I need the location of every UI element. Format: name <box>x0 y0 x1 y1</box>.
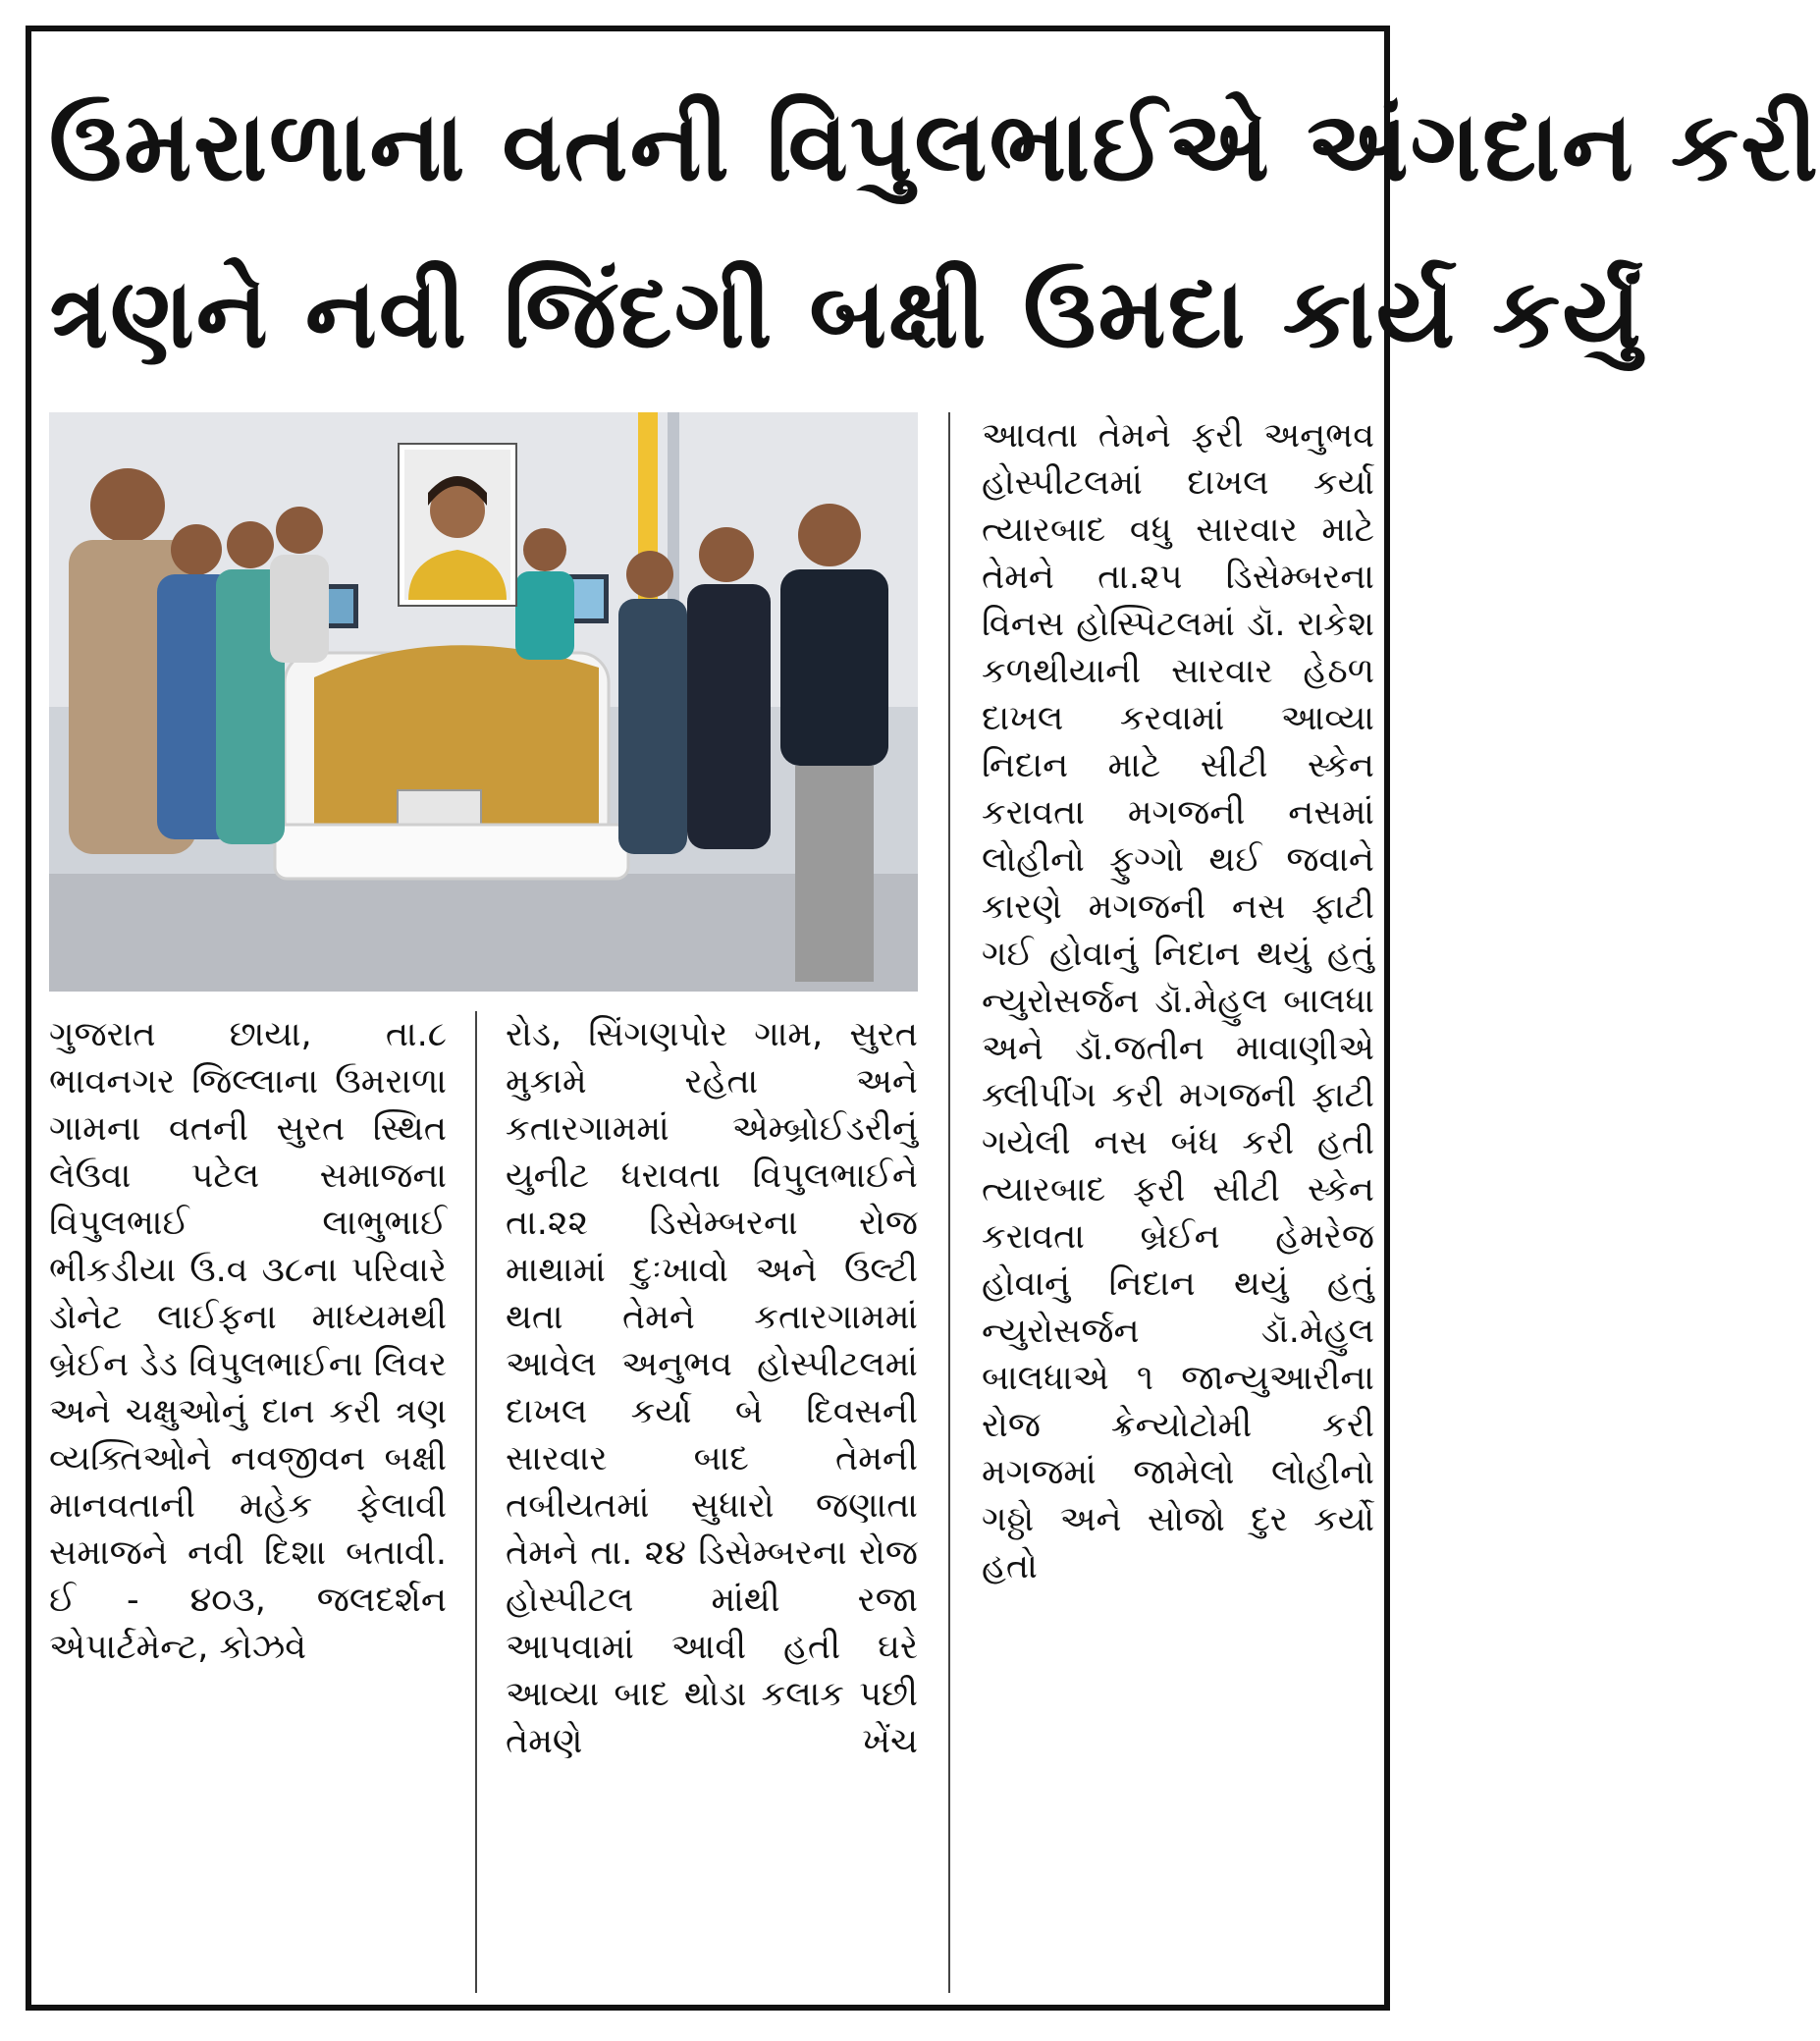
article-paragraph: ગુજરાત છાયા, તા.૮ ભાવનગર જિલ્લાના ઉમરાળા ગામના વતની સુરત સ્થિત લેઉવા પટેલ સમાજના વિપુલભાઈ લાભુભાઈ ભીકડીયા ઉ.વ ૩૮ના પરિવારે ડોનેટ લાઈફના માધ્યમથી બ્રેઈન ડેડ વિપુલભાઈના લિવર અને ચક્ષુઓનું દાન કરી ત્રણ વ્યક્તિઓને નવજીવન બક્ષી માનવતાની મહેક ફેલાવી સમાજને નવી દિશા બતાવી. <box>49 1015 447 1573</box>
article-column-1 <box>49 1011 447 1671</box>
article-paragraph: રોડ, સિંગણપોર ગામ, સુરત મુકામે રહેતા અને કતારગામમાં એમ્બ્રોઈડરીનું યુનીટ ધરાવતા વિપુલભાઈને તા.૨૨ ડિસેમ્બરના રોજ માથામાં દુઃખાવો અને ઉલ્ટી થતા તેમને કતારગામમાં આવેલ અનુભવ હોસ્પીટલમાં દાખલ કર્યા બે દિવસની સારવાર બાદ તેમની તબીયતમાં સુધારો જણાતા તેમને તા. ૨૪ ડિસેમ્બરના રોજ હોસ્પીટલ માંથી રજા આપવામાં આવી હતી ઘરે આવ્યા બાદ થોડા કલાક પછી તેમણે ખેંચ <box>506 1015 918 1761</box>
article-paragraph: આવતા તેમને ફરી અનુભવ હોસ્પીટલમાં દાખલ કર્યા ત્યારબાદ વધુ સારવાર માટે તેમને તા.૨૫ ડિસેમ્બરના વિનસ હોસ્પિટલમાં ડૉ. રાકેશ કળથીયાની સારવાર હેઠળ દાખલ કરવામાં આવ્યા નિદાન માટે સીટી સ્કેન કરાવતા મગજની નસમાં લોહીનો ફુગ્ગો થઈ જવાને કારણે મગજની નસ ફાટી ગઈ હોવાનું નિદાન થયું હતું ન્યુરોસર્જન ડૉ.મેહુલ બાલધા અને ડૉ.જતીન માવાણીએ ક્લીપીંગ કરી મગજની ફાટી ગયેલી નસ બંધ કરી હતી ત્યારબાદ ફરી સીટી સ્કેન કરાવતા બ્રેઈન હેમરેજ હોવાનું નિદાન થયું હતું ન્યુરોસર્જન ડૉ.મેહુલ બાલધાએ ૧ જાન્યુઆરીના રોજ ક્રેન્યોટોમી કરી મગજમાં જામેલો લોહીનો ગઠ્ઠો અને સોજો દુર કર્યો હતો <box>982 416 1374 1586</box>
article-column-2 <box>506 1011 918 1765</box>
headline-line-1: ઉમરાળાના વતની વિપુલભાઈએ અંગદાન કરી <box>49 91 1820 203</box>
article-column-3 <box>982 412 1374 1590</box>
article-paragraph: ઈ - ૪૦૩, જલદર્શન એપાર્ટમેન્ટ, કોઝવે <box>49 1581 447 1667</box>
hospital-room-photo <box>49 412 918 992</box>
column-divider <box>475 1011 477 1993</box>
hospital-room-illustration-icon <box>49 412 918 992</box>
headline-line-2: ત્રણને નવી જિંદગી બક્ષી ઉમદા કાર્ય કર્યું <box>49 258 1643 370</box>
column-divider <box>948 412 950 1993</box>
